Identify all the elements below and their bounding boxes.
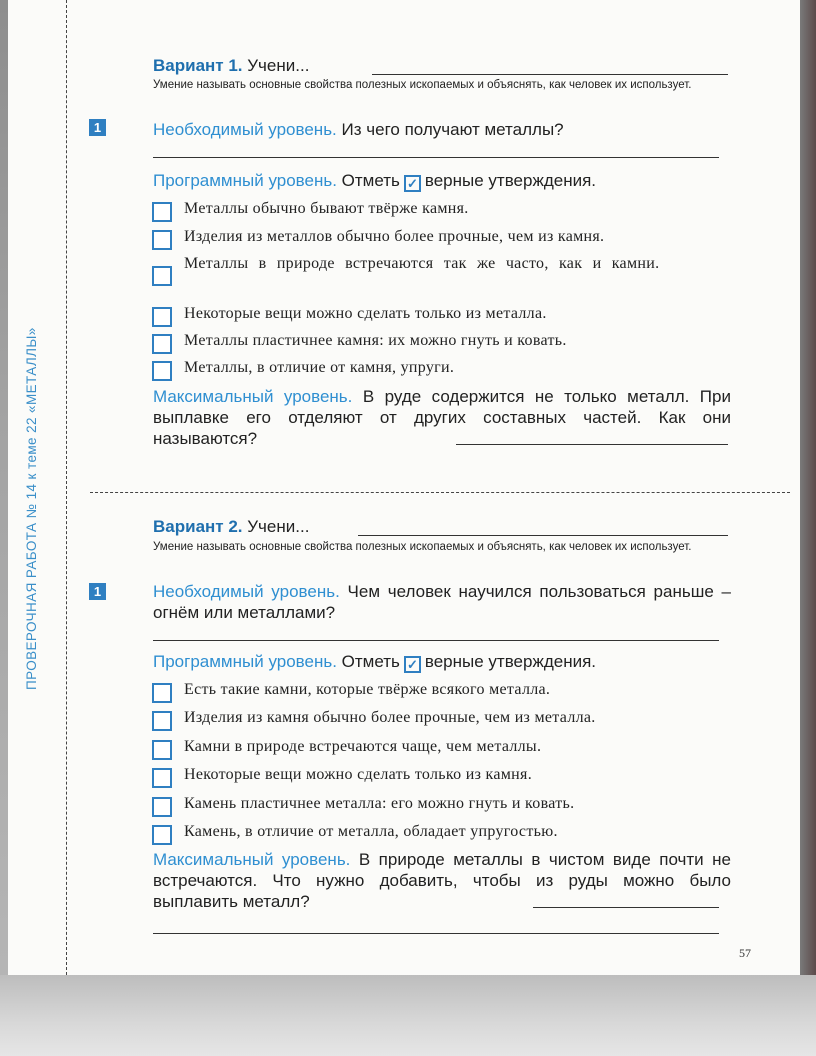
variant-1-program — [153, 170, 731, 192]
checkbox-checked-icon: ✓ — [404, 656, 421, 673]
variant-1-student-label: Учени... — [247, 56, 310, 75]
checkbox-checked-icon: ✓ — [404, 175, 421, 192]
checkbox[interactable] — [152, 768, 172, 788]
variant-2-max-answer-line-2[interactable] — [153, 933, 719, 934]
variant-1-program-before: Отметь — [341, 171, 400, 190]
checkbox[interactable] — [152, 202, 172, 222]
variant-1-basic-answer-line[interactable] — [153, 157, 719, 158]
variant-2-title: Вариант 2. — [153, 517, 243, 536]
variant-1-basic — [153, 119, 731, 140]
variant-1-max — [153, 386, 731, 449]
variant-1-item-text: Некоторые вещи можно сделать только из металла. — [184, 305, 547, 322]
variant-2-max-question: В природе металлы в чистом виде почти не встречаются. Что нужно добавить, чтобы из руды можно было выплавить металл? — [153, 850, 731, 911]
variant-1-item-text: Металлы в природе встречаются так же часто, как и камни. — [184, 255, 660, 272]
variant-1-max-level: Максимальный уровень. — [153, 387, 353, 406]
checkbox[interactable] — [152, 825, 172, 845]
variant-2-basic-question: Чем человек научился пользоваться раньше – огнём или металлами? — [153, 582, 731, 622]
variant-2-basic — [153, 581, 731, 623]
variant-2-task-number: 1 — [89, 583, 106, 600]
checkbox[interactable] — [152, 683, 172, 703]
variant-2-max — [153, 849, 731, 912]
page-number: 57 — [739, 946, 751, 960]
variant-2-max-answer-line[interactable] — [533, 907, 719, 908]
checkbox[interactable] — [152, 361, 172, 381]
variant-2-program-after: верные утверждения. — [424, 652, 597, 671]
variant-2-student-label: Учени... — [247, 517, 310, 536]
variant-1-item-text: Металлы пластичнее камня: их можно гнуть и ковать. — [184, 332, 567, 349]
checkbox[interactable] — [152, 740, 172, 760]
variant-2-header — [153, 517, 309, 537]
variant-2-item-text: Изделия из камня обычно более прочные, чем из металла. — [184, 709, 596, 726]
variant-1-item-text: Металлы обычно бывают твёрже камня. — [184, 200, 469, 217]
checkbox[interactable] — [152, 711, 172, 731]
variant-1-max-answer-line[interactable] — [456, 444, 728, 445]
variant-1-basic-level: Необходимый уровень. — [153, 120, 337, 139]
variant-2-item-text: Камень пластичнее металла: его можно гнуть и ковать. — [184, 795, 575, 812]
variant-1-max-question: В руде содержится не только металл. При выплавке его отделяют от других составных частей. Как они называются? — [153, 387, 731, 448]
variant-2-program — [153, 651, 731, 673]
variant-1-header — [153, 56, 309, 76]
variant-1-basic-question: Из чего получают металлы? — [341, 120, 564, 139]
vertical-cut-line — [66, 0, 67, 975]
checkbox[interactable] — [152, 307, 172, 327]
variant-2-basic-answer-line[interactable] — [153, 640, 719, 641]
horizontal-cut-line — [90, 492, 790, 493]
variant-1-program-level: Программный уровень. — [153, 171, 337, 190]
variant-2-skill: Умение называть основные свойства полезных ископаемых и объяснять, как человек их использует. — [153, 541, 692, 553]
checkbox[interactable] — [152, 797, 172, 817]
variant-2-item-text: Камни в природе встречаются чаще, чем металлы. — [184, 738, 542, 755]
variant-2-item-text: Есть такие камни, которые твёрже всякого металла. — [184, 681, 551, 698]
variant-2-max-level: Максимальный уровень. — [153, 850, 351, 869]
variant-2-item-text: Камень, в отличие от металла, обладает упругостью. — [184, 823, 558, 840]
checkbox[interactable] — [152, 266, 172, 286]
page-edge — [800, 0, 816, 975]
checkbox[interactable] — [152, 230, 172, 250]
variant-2-name-line[interactable] — [358, 535, 728, 536]
variant-1-skill: Умение называть основные свойства полезных ископаемых и объяснять, как человек их использует. — [153, 79, 692, 91]
variant-1-task-number: 1 — [89, 119, 106, 136]
variant-1-title: Вариант 1. — [153, 56, 243, 75]
variant-2-basic-level: Необходимый уровень. — [153, 582, 340, 601]
variant-2-program-level: Программный уровень. — [153, 652, 337, 671]
scan-bottom-margin — [0, 975, 816, 1056]
variant-1-program-after: верные утверждения. — [424, 171, 597, 190]
variant-2-item-text: Некоторые вещи можно сделать только из камня. — [184, 766, 533, 783]
variant-2-program-before: Отметь — [341, 652, 400, 671]
variant-1-item-text: Металлы, в отличие от камня, упруги. — [184, 359, 455, 376]
checkbox[interactable] — [152, 334, 172, 354]
variant-1-name-line[interactable] — [372, 74, 728, 75]
side-title: ПРОВЕРОЧНАЯ РАБОТА № 14 к теме 22 «МЕТАЛЛЫ» — [24, 327, 39, 690]
variant-1-item-text: Изделия из металлов обычно более прочные, чем из камня. — [184, 228, 605, 245]
